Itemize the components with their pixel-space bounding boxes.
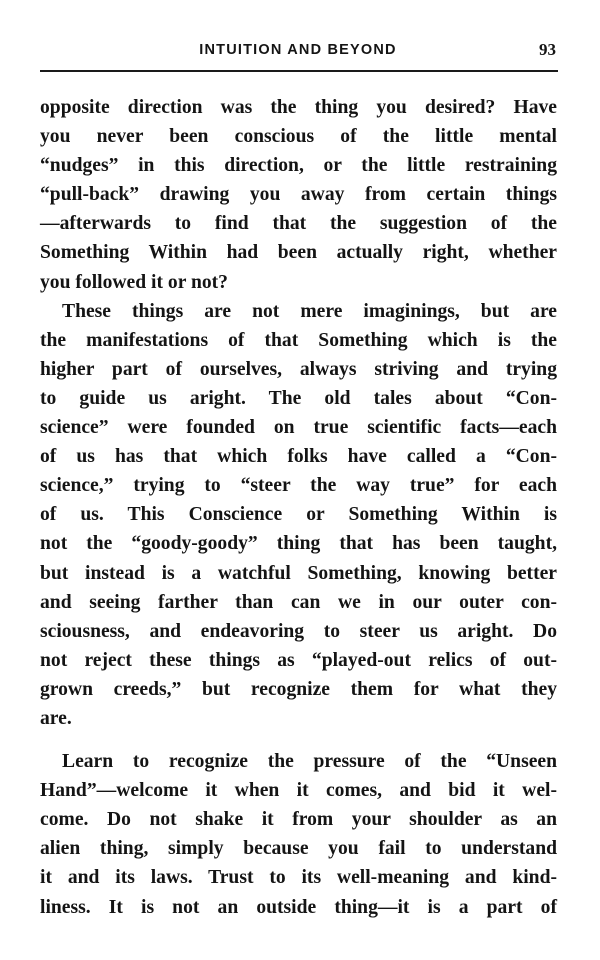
text-line: are. [40,707,72,729]
text-line: Learn to recognize the pressure of the “Unseen [62,751,557,773]
header-rule [40,70,558,72]
text-line: not reject these things as “played-out relics of out- [40,649,557,671]
text-line: grown creeds,” but recognize them for what they [40,678,557,700]
running-header [40,40,556,66]
page-number: 93 [539,40,556,59]
text-line: alien thing, simply because you fail to understand [40,838,557,860]
text-line: “nudges” in this direction, or the little restraining [40,155,557,177]
text-line: to guide us aright. The old tales about “Con- [40,387,557,409]
text-line: of us has that which folks have called a “Con- [40,446,557,468]
text-line: Something Within had been actually right, whether [40,242,557,264]
text-line: of us. This Conscience or Something Within is [40,504,557,526]
text-line: not the “goody-goody” thing that has been taught, [40,533,557,555]
running-title: INTUITION AND BEYOND [199,42,397,58]
text-line: higher part of ourselves, always striving and trying [40,358,557,380]
paragraph-1 [40,93,557,297]
body-text [40,93,557,922]
text-line: liness. It is not an outside thing—it is a part of [40,896,557,918]
paragraph-gap [40,733,557,747]
text-line: and seeing farther than can we in our outer con- [40,591,557,613]
text-line: you never been conscious of the little mental [40,126,557,148]
text-line: come. Do not shake it from your shoulder as an [40,809,557,831]
paragraph-3 [40,747,557,922]
text-line: These things are not mere imaginings, but are [62,300,557,322]
text-line: science” were founded on true scientific facts—each [40,417,557,439]
text-line: opposite direction was the thing you desired? Have [40,97,557,118]
paragraph-2 [40,297,557,733]
text-line: sciousness, and endeavoring to steer us aright. Do [40,620,557,642]
text-line: you followed it or not? [40,271,228,293]
text-line: “pull-back” drawing you away from certain things [40,184,557,206]
text-line: science,” trying to “steer the way true” for each [40,475,557,497]
text-line: but instead is a watchful Something, knowing better [40,562,557,584]
text-line: —afterwards to find that the suggestion of the [40,213,557,235]
text-line: the manifestations of that Something which is the [40,329,557,351]
text-line: Hand”—welcome it when it comes, and bid it wel- [40,780,557,802]
text-line: it and its laws. Trust to its well-meaning and kind- [40,867,557,889]
